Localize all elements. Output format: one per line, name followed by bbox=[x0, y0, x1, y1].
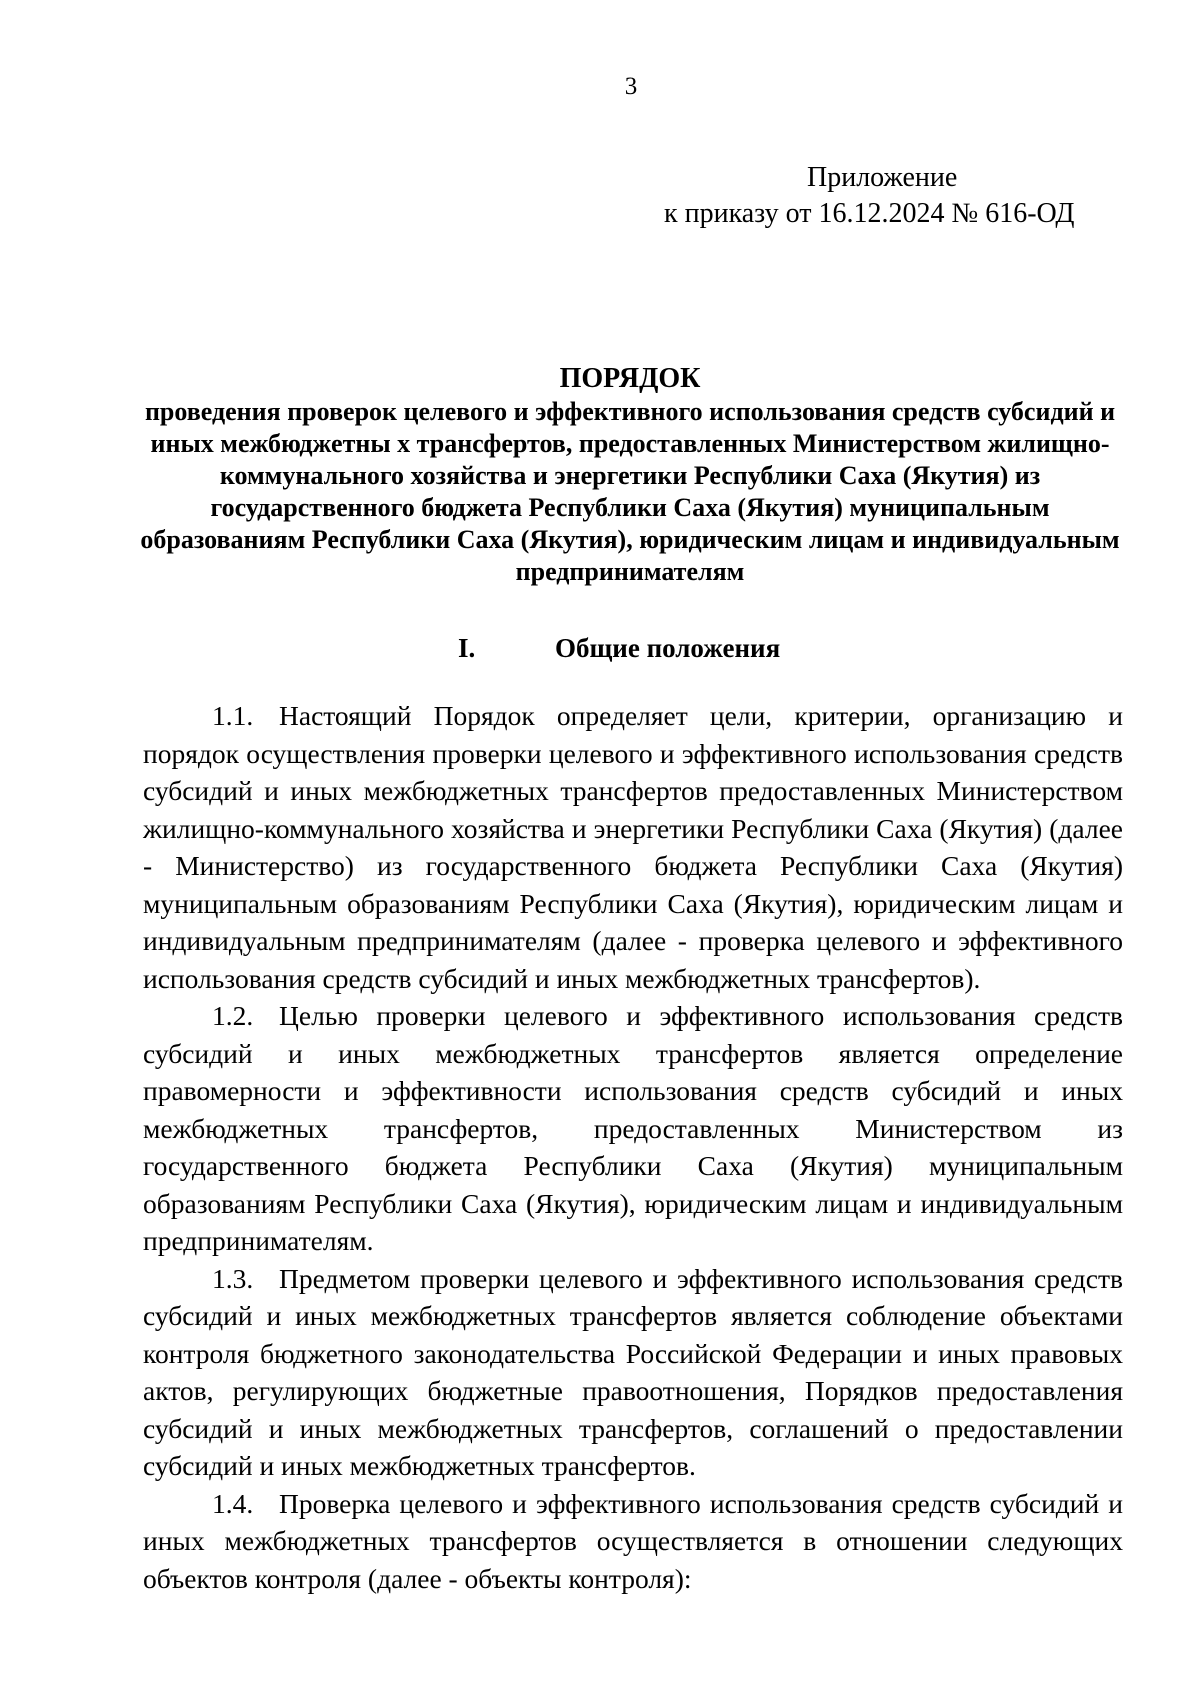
paragraph-number: 1.2. bbox=[212, 1000, 254, 1031]
body-text bbox=[143, 697, 1123, 1597]
paragraph-1-3 bbox=[143, 1260, 1123, 1485]
section-number: I. bbox=[458, 633, 476, 663]
paragraph-text: Целью проверки целевого и эффективного использования средств субсидий и иных межбюджетных трансфертов является определение правомерности и эффективности использования средств субсидий и иных межбюджетных трансфертов, предоставленных Министерством из государственного бюджета Республики Саха (Якутия) муниципальным образованиям Республики Саха (Якутия), юридическим лицам и индивидуальным предпринимателям. bbox=[143, 1000, 1123, 1256]
paragraph-text: Предметом проверки целевого и эффективного использования средств субсидий и иных межбюджетных трансфертов является соблюдение объектами контроля бюджетного законодательства Российской Федерации и иных правовых актов, регулирующих бюджетные правоотношения, Порядков предоставления субсидий и иных межбюджетных трансфертов, соглашений о предоставлении субсидий и иных межбюджетных трансфертов. bbox=[143, 1262, 1123, 1481]
paragraph-number: 1.1. bbox=[212, 700, 254, 731]
section-title: Общие положения bbox=[555, 633, 781, 663]
document-title-block bbox=[130, 362, 1130, 588]
appendix-order-reference: к приказу от 16.12.2024 № 616-ОД bbox=[664, 198, 1075, 229]
appendix-label: Приложение bbox=[807, 162, 958, 193]
document-title: ПОРЯДОК bbox=[559, 363, 701, 394]
paragraph-1-4 bbox=[143, 1485, 1123, 1598]
paragraph-text: Проверка целевого и эффективного использования средств субсидий и иных межбюджетных трансфертов осуществляется в отношении следующих объектов контроля (далее - объекты контроля): bbox=[143, 1487, 1123, 1594]
paragraph-text: Настоящий Порядок определяет цели, критерии, организацию и порядок осуществления проверки целевого и эффективного использования средств субсидий и иных межбюджетных трансфертов предоставленных Министерством жилищно-коммунального хозяйства и энергетики Республики Саха (Якутия) (далее - Министерство) из государственного бюджета Республики Саха (Якутия) муниципальным образованиям Республики Саха (Якутия), юридическим лицам и индивидуальным предпринимателям (далее - проверка целевого и эффективного использования средств субсидий и иных межбюджетных трансфертов). bbox=[143, 700, 1123, 994]
page-number: 3 bbox=[624, 73, 638, 100]
paragraph-number: 1.4. bbox=[212, 1487, 254, 1519]
document-subtitle: проведения проверок целевого и эффективного использования средств субсидий и иных межбюджетны х трансфертов, предоставленных Министерством жилищно-коммунального хозяйства и энергетики Республики Саха (Якутия) из государственного бюджета Республики Саха (Якутия) муниципальным образованиям Республики Саха (Якутия), юридическим лицам и индивидуальным предпринимателям bbox=[140, 397, 1120, 586]
paragraph-1-1 bbox=[143, 697, 1123, 997]
paragraph-number: 1.3. bbox=[212, 1262, 254, 1294]
appendix-header bbox=[600, 160, 1140, 232]
paragraph-1-2 bbox=[143, 997, 1123, 1260]
